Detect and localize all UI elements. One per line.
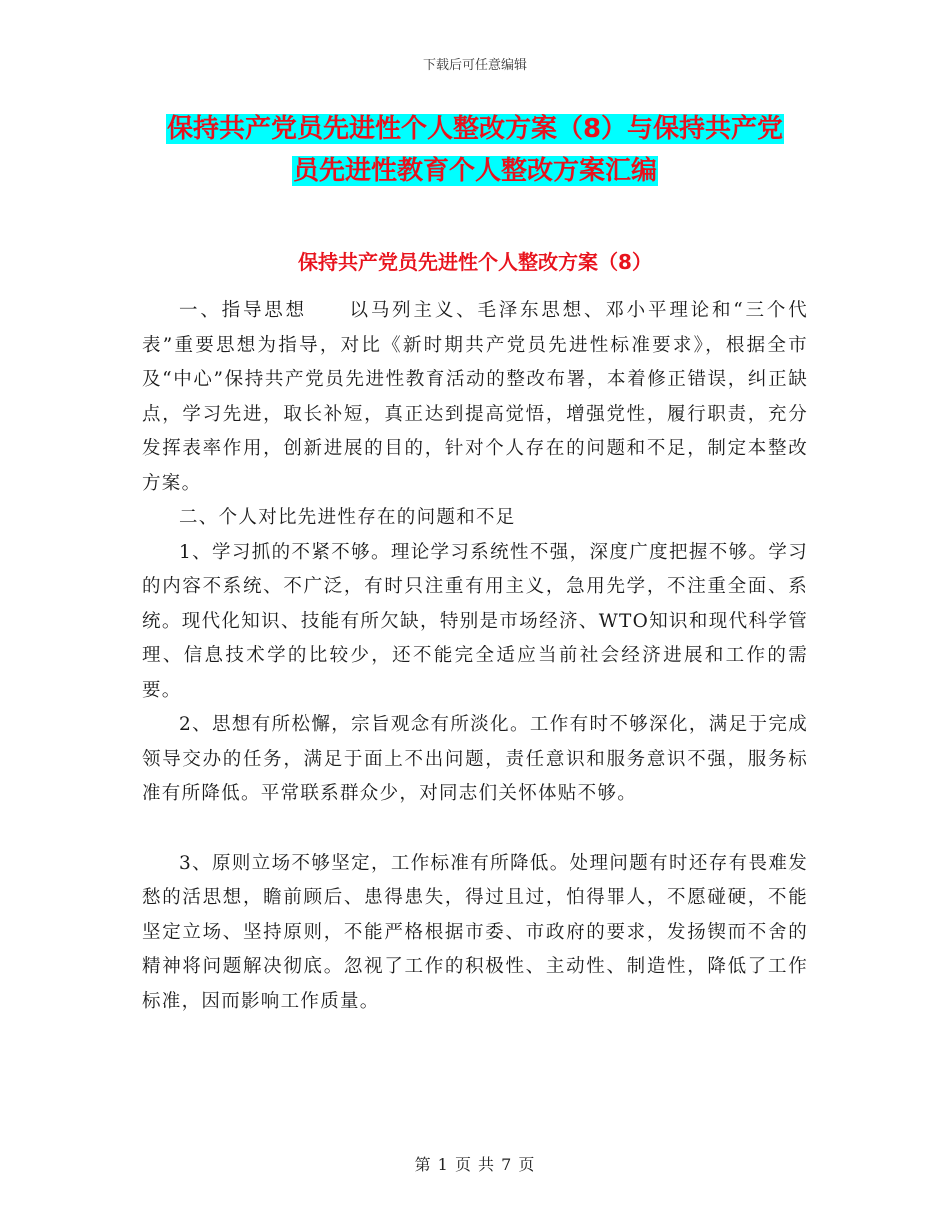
document-title <box>142 108 808 192</box>
page-header: 下载后可任意编辑 <box>422 58 527 73</box>
paragraph-heading-problems: 二、个人对比先进性存在的问题和不足 <box>179 507 516 528</box>
body-text <box>142 294 808 1019</box>
paragraph-guiding-ideology: 一、指导思想 以马列主义、毛泽东思想、邓小平理论和“三个代表”重要思想为指导，对比《新时期共产党员先进性标准要求》，根据全市及“中心”保持共产党员先进性教育活动的整改布署，本着修正错误，纠正缺点，学习先进，取长补短，真正达到提高觉悟，增强党性，履行职责，充分发挥表率作用，创新进展的目的，针对个人存在的问题和不足，制定本整改方案。 <box>142 300 808 494</box>
paragraph-item-2: 2、思想有所松懈，宗旨观念有所淡化。工作有时不够深化，满足于完成领导交办的任务，满足于面上不出问题，责任意识和服务意识不强，服务标准有所降低。平常联系群众少，对同志们关怀体贴不够。 <box>142 714 808 804</box>
page-footer: 第 1 页 共 7 页 <box>414 1155 536 1174</box>
paragraph-item-1: 1、学习抓的不紧不够。理论学习系统性不强，深度广度把握不够。学习的内容不系统、不广泛，有时只注重有用主义，急用先学，不注重全面、系统。现代化知识、技能有所欠缺，特别是市场经济、WTO知识和现代科学管理、信息技术学的比较少，还不能完全适应当前社会经济进展和工作的需要。 <box>142 541 808 701</box>
paragraph-item-3: 3、原则立场不够坚定，工作标准有所降低。处理问题有时还存有畏难发愁的活思想，瞻前顾后、患得患失，得过且过，怕得罪人，不愿碰硬，不能坚定立场、坚持原则，不能严格根据市委、市政府的要求，发扬锲而不舍的精神将问题解决彻底。忽视了工作的积极性、主动性、制造性，降低了工作标准，因而影响工作质量。 <box>142 852 808 1012</box>
document-title-line-1: 保持共产党员先进性个人整改方案（8）与保持共产党 <box>166 114 784 144</box>
document-title-line-2: 员先进性教育个人整改方案汇编 <box>292 156 657 186</box>
section-title: 保持共产党员先进性个人整改方案（8） <box>298 250 652 274</box>
